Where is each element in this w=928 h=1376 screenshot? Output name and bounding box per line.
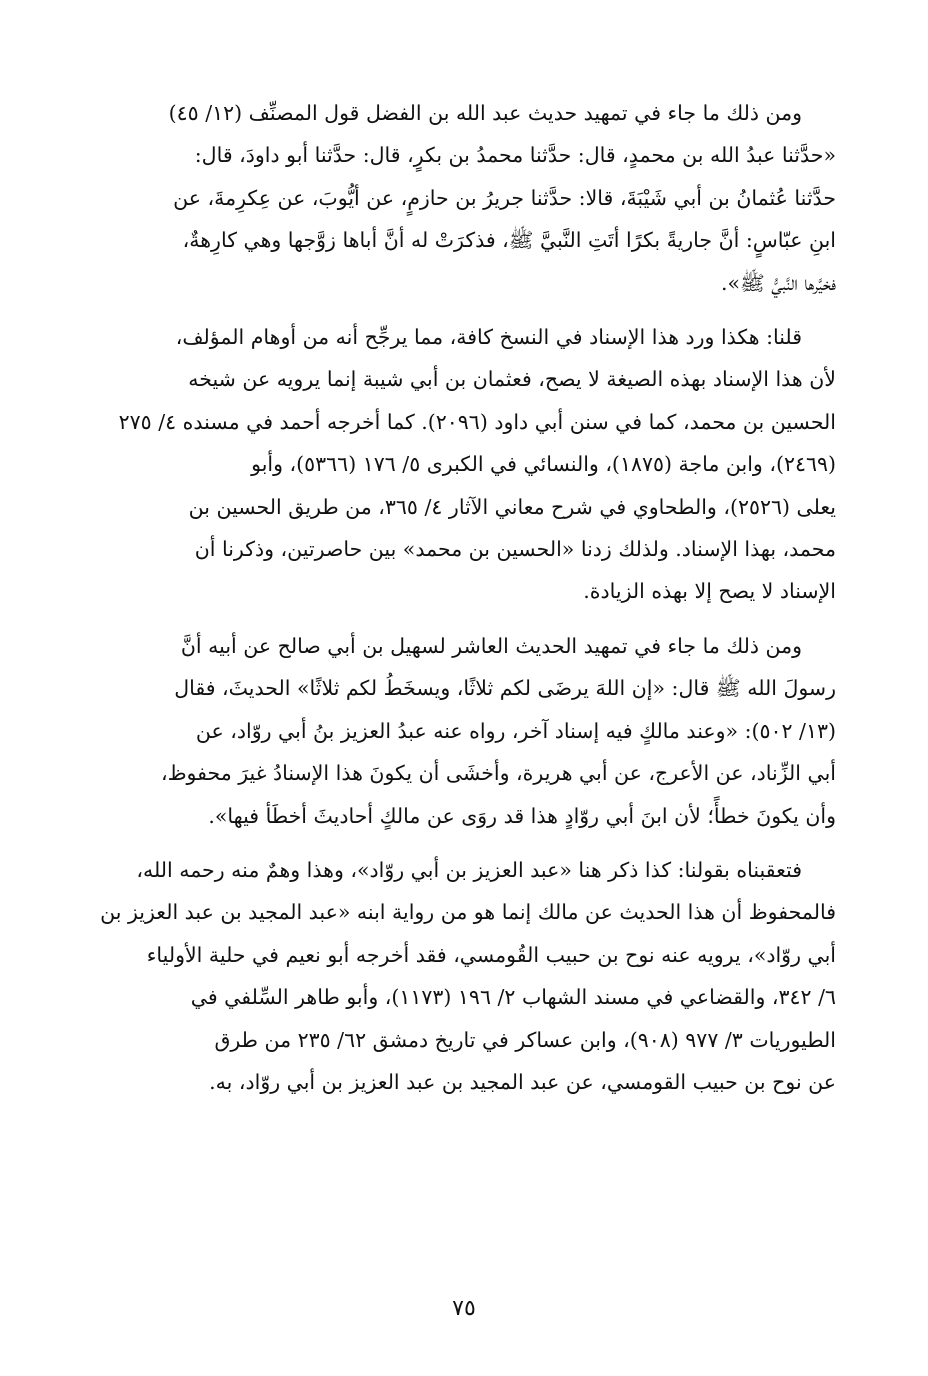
paragraph-4	[92, 849, 836, 1103]
text-line: محمد، بهذا الإسناد. ولذلك زدنا «الحسين بن محمد» بين حاصرتين، وذكرنا أن	[194, 537, 836, 562]
text-line: الحسين بن محمد، كما في سنن أبي داود (٢٠٩٦). كما أخرجه أحمد في مسنده ٤/ ٢٧٥	[118, 409, 836, 434]
text-line: لأن هذا الإسناد بهذه الصيغة لا يصح، فعثمان بن أبي شيبة إنما يرويه عن شيخه	[188, 367, 836, 392]
page-number: ٧٥	[452, 1296, 476, 1321]
text-line: (١٣/ ٥٠٢): «وعند مالكٍ فيه إسناد آخر، رواه عنه عبدُ العزيز بنُ أبي روّاد، عن	[195, 718, 836, 743]
text-line: رسولَ الله ﷺ قال: «إن اللهَ يرضَى لكم ثلاثًا، ويسخَطُ لكم ثلاثًا» الحديثَ، فقال	[174, 676, 836, 701]
paragraph-1	[92, 92, 836, 304]
text-line: أبي روّاد»، يرويه عنه نوح بن حبيب القُومسي، فقد أخرجه أبو نعيم في حلية الأولياء	[146, 942, 836, 967]
text-line: فالمحفوظ أن هذا الحديث عن مالك إنما هو من رواية ابنه «عبد المجيد بن عبد العزيز بن	[100, 900, 836, 925]
paragraph-3	[92, 625, 836, 837]
text-line: يعلى (٢٥٢٦)، والطحاوي في شرح معاني الآثار ٤/ ٣٦٥، من طريق الحسين بن	[188, 494, 836, 519]
text-line: ابنِ عبّاسٍ: أنَّ جاريةً بكرًا أتَتِ النَّبيَّ ﷺ، فذكرَتْ له أنَّ أباها زوَّجها وهي كارِهةٌ،	[182, 228, 836, 253]
text-line: فتعقبناه بقولنا: كذا ذكر هنا «عبد العزيز بن أبي روّاد»، وهذا وهمٌ منه رحمه الله،	[136, 857, 802, 882]
text-line: الطيوريات ٣/ ٩٧٧ (٩٠٨)، وابن عساكر في تاريخ دمشق ٦٢/ ٢٣٥ من طرق	[214, 1027, 836, 1052]
text-line: وأن يكونَ خطأً؛ لأن ابنَ أبي روّادٍ هذا قد روَى عن مالكٍ أحاديثَ أخطَأ فيها».	[208, 803, 836, 828]
text-line: ومن ذلك ما جاء في تمهيد الحديث العاشر لسهيل بن أبي صالح عن أبيه أنَّ	[180, 633, 802, 658]
text-line: عن نوح بن حبيب القومسي، عن عبد المجيد بن عبد العزيز بن أبي روّاد، به.	[209, 1069, 836, 1094]
page-body	[92, 92, 836, 1115]
text-line: ٦/ ٣٤٢، والقضاعي في مسند الشهاب ٢/ ١٩٦ (١١٧٣)، وأبو طاهر السِّلفي في	[190, 985, 836, 1010]
text-line: أبي الزِّناد، عن الأعرج، عن أبي هريرة، وأخشَى أن يكونَ هذا الإسنادُ غيرَ محفوظ،	[160, 761, 836, 786]
text-line: قلنا: هكذا ورد هذا الإسناد في النسخ كافة، مما يرجِّح أنه من أوهام المؤلف،	[175, 325, 802, 350]
text-line: فخيَّرها النَّبيُّ ﷺ».	[720, 270, 836, 295]
text-line: ومن ذلك ما جاء في تمهيد حديث عبد الله بن الفضل قول المصنِّف (١٢/ ٤٥)	[168, 101, 802, 125]
text-line: «حدَّثنا عبدُ الله بن محمدٍ، قال: حدَّثنا محمدُ بن بكرٍ، قال: حدَّثنا أبو داودَ، قال:	[194, 143, 836, 168]
text-line: (٢٤٦٩)، وابن ماجة (١٨٧٥)، والنسائي في الكبرى ٥/ ١٧٦ (٥٣٦٦)، وأبو	[251, 452, 836, 477]
text-line: الإسناد لا يصح إلا بهذه الزيادة.	[583, 579, 836, 604]
text-line: حدَّثنا عُثمانُ بن أبي شَيْبَةَ، قالا: حدَّثنا جريرُ بن حازمٍ، عن أيُّوبَ، عن عِكرِمةَ، عن	[173, 185, 836, 210]
paragraph-2	[92, 316, 836, 613]
